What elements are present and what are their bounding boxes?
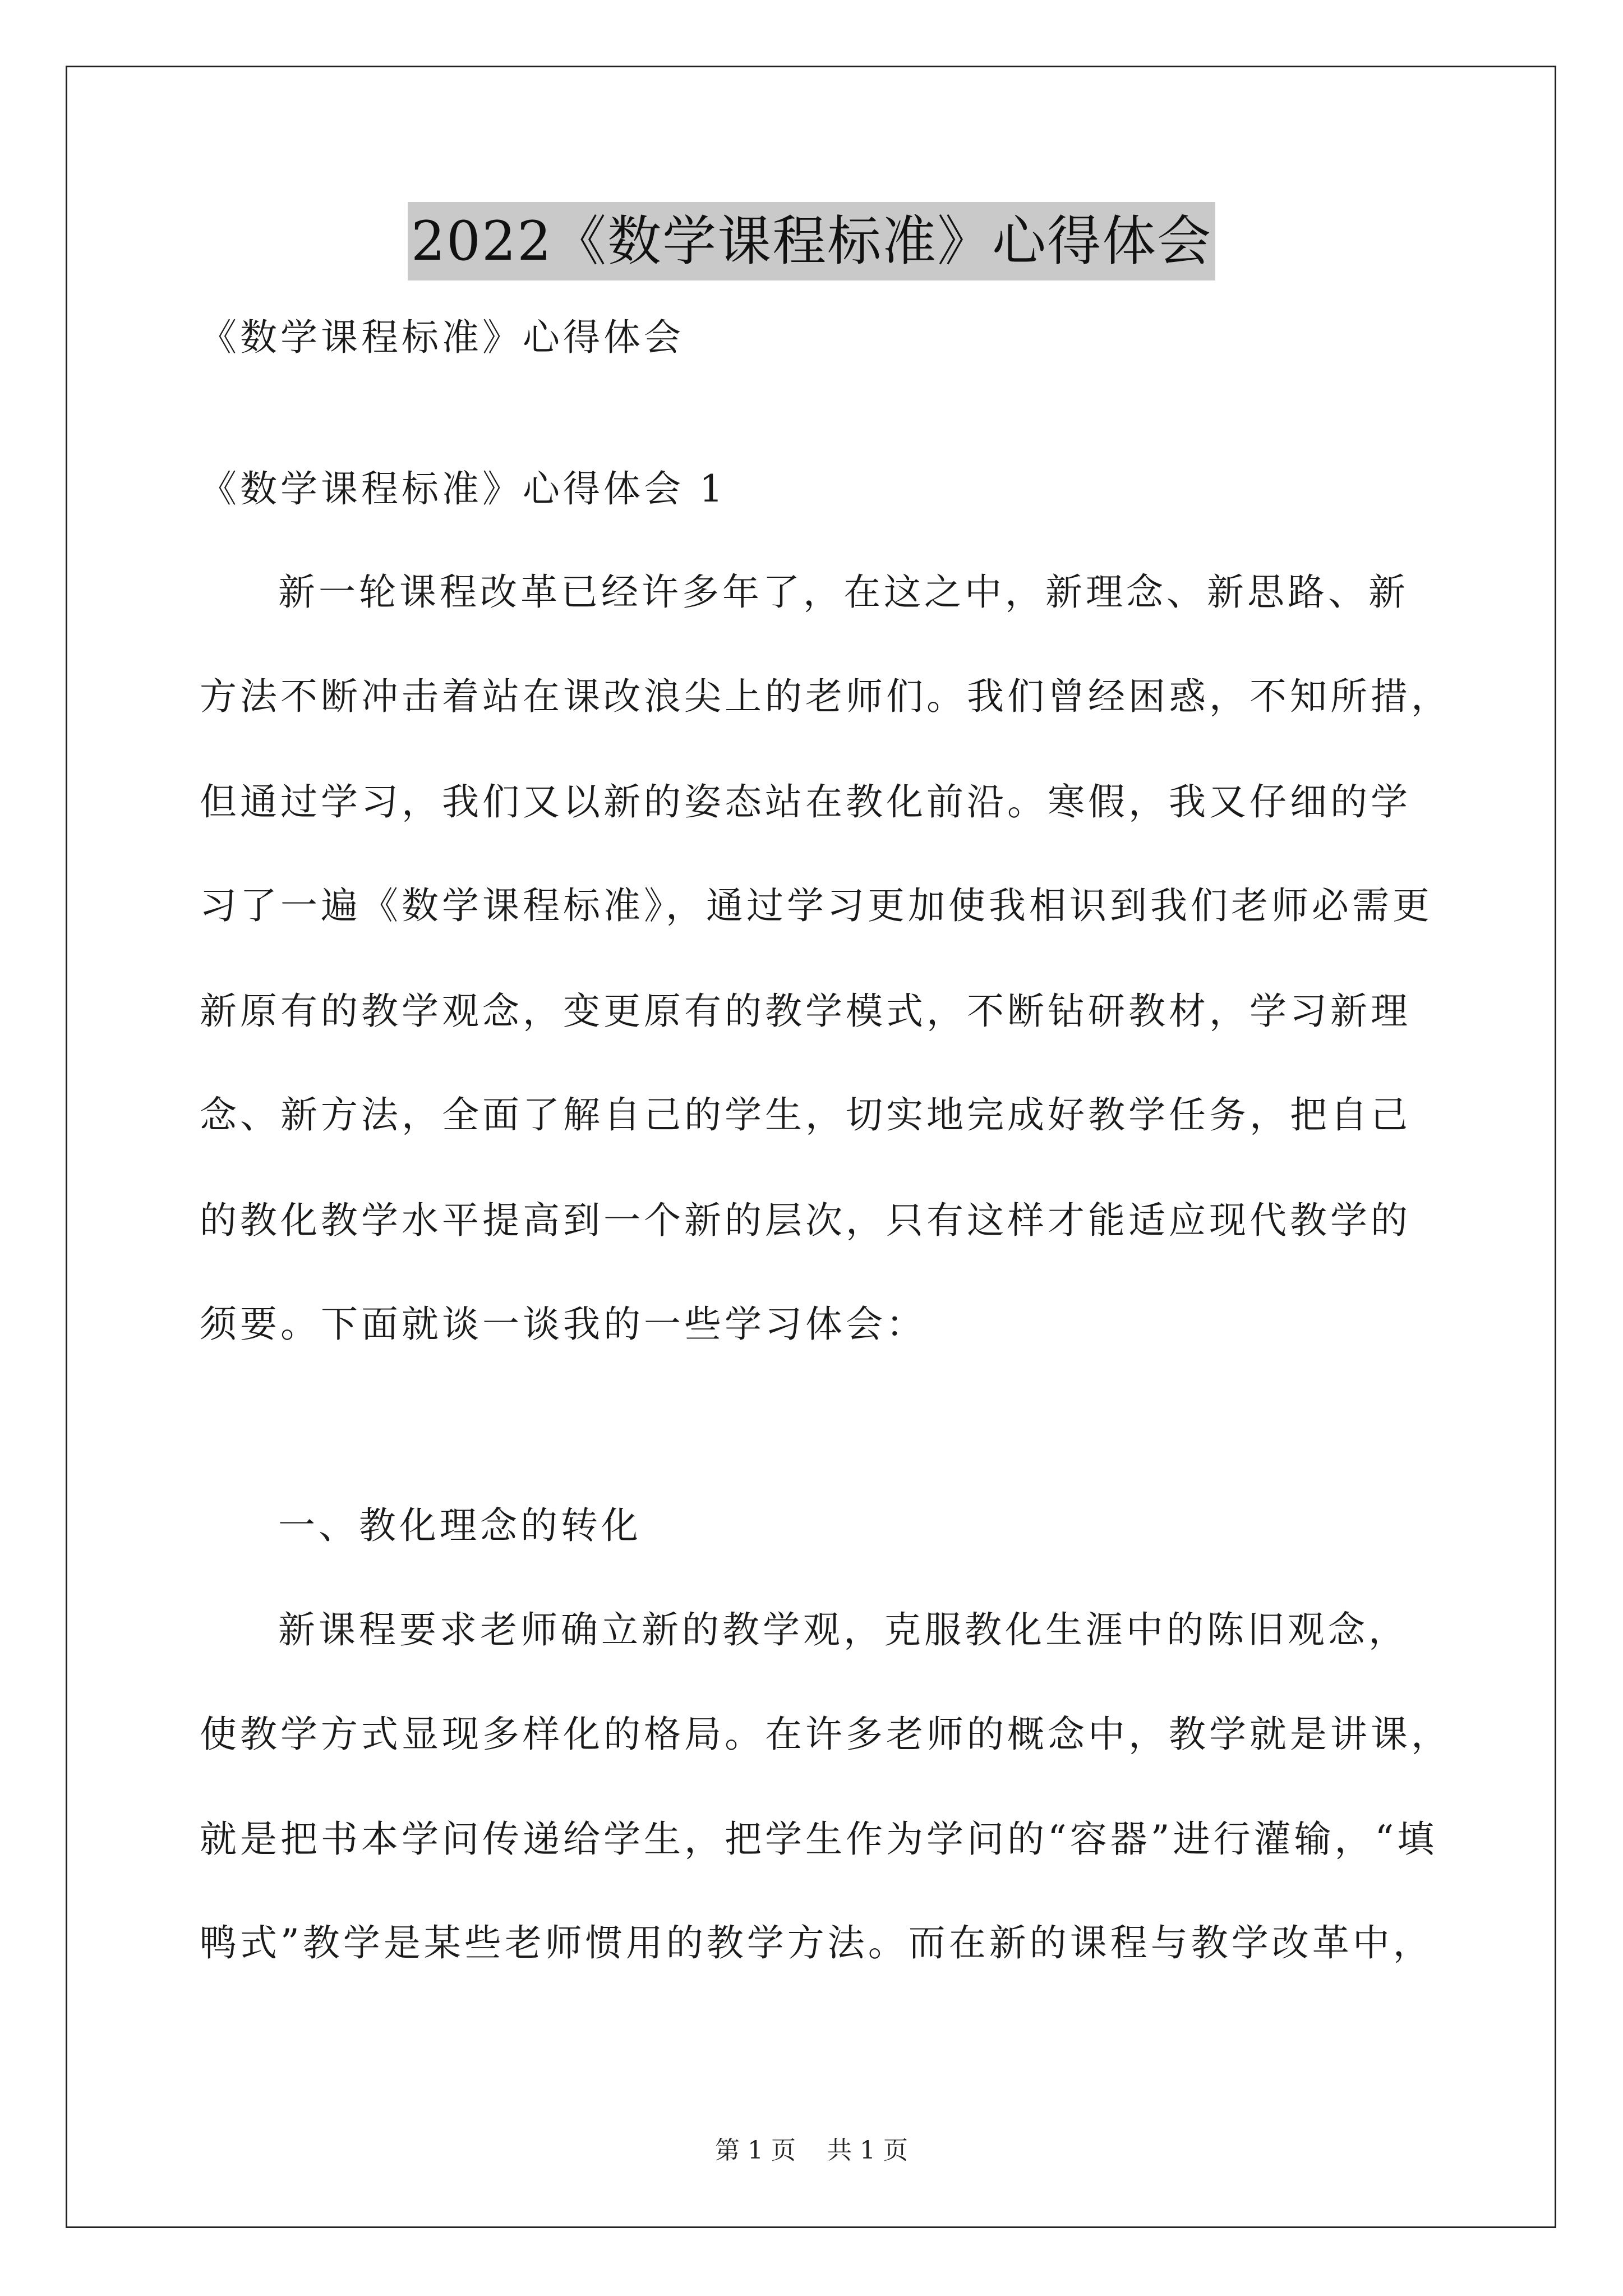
section-heading: 一、教化理念的转化 [278,1504,642,1547]
title-container [0,202,1623,280]
document-subtitle: 《数学课程标准》心得体会 [200,316,684,359]
paragraph1-line: 习了一遍《数学课程标准》，通过学习更加使我相识到我们老师必需更 [200,884,1433,927]
section-title: 《数学课程标准》心得体会 1 [200,467,726,510]
paragraph1-line: 新原有的教学观念，变更原有的教学模式，不断钻研教材，学习新理 [200,990,1411,1033]
paragraph1-line: 的教化教学水平提高到一个新的层次，只有这样才能适应现代教学的 [200,1199,1411,1242]
page-footer [0,2134,1623,2168]
paragraph2-line: 新课程要求老师确立新的教学观，克服教化生涯中的陈旧观念， [278,1608,1409,1651]
paragraph1-line: 方法不断冲击着站在课改浪尖上的老师们。我们曾经困惑，不知所措， [200,675,1451,718]
paragraph1-line: 但通过学习，我们又以新的姿态站在教化前沿。寒假，我又仔细的学 [200,780,1411,823]
paragraph1-line: 新一轮课程改革已经许多年了，在这之中，新理念、新思路、新 [278,570,1409,614]
page-number: 第 1 页 [715,2136,796,2165]
page-border [66,66,1556,2228]
paragraph2-line: 就是把书本学问传递给学生，把学生作为学问的“容器”进行灌输，“填 [200,1818,1438,1861]
document-title: 2022《数学课程标准》心得体会 [408,202,1215,280]
paragraph1-line: 念、新方法，全面了解自己的学生，切实地完成好教学任务，把自己 [200,1093,1411,1137]
page-total: 共 1 页 [827,2136,908,2165]
paragraph1-line: 须要。下面就谈一谈我的一些学习体会： [200,1303,926,1346]
paragraph2-line: 使教学方式显现多样化的格局。在许多老师的概念中，教学就是讲课， [200,1713,1451,1756]
paragraph2-line: 鸭式”教学是某些老师惯用的教学方法。而在新的课程与教学改革中， [200,1921,1433,1964]
